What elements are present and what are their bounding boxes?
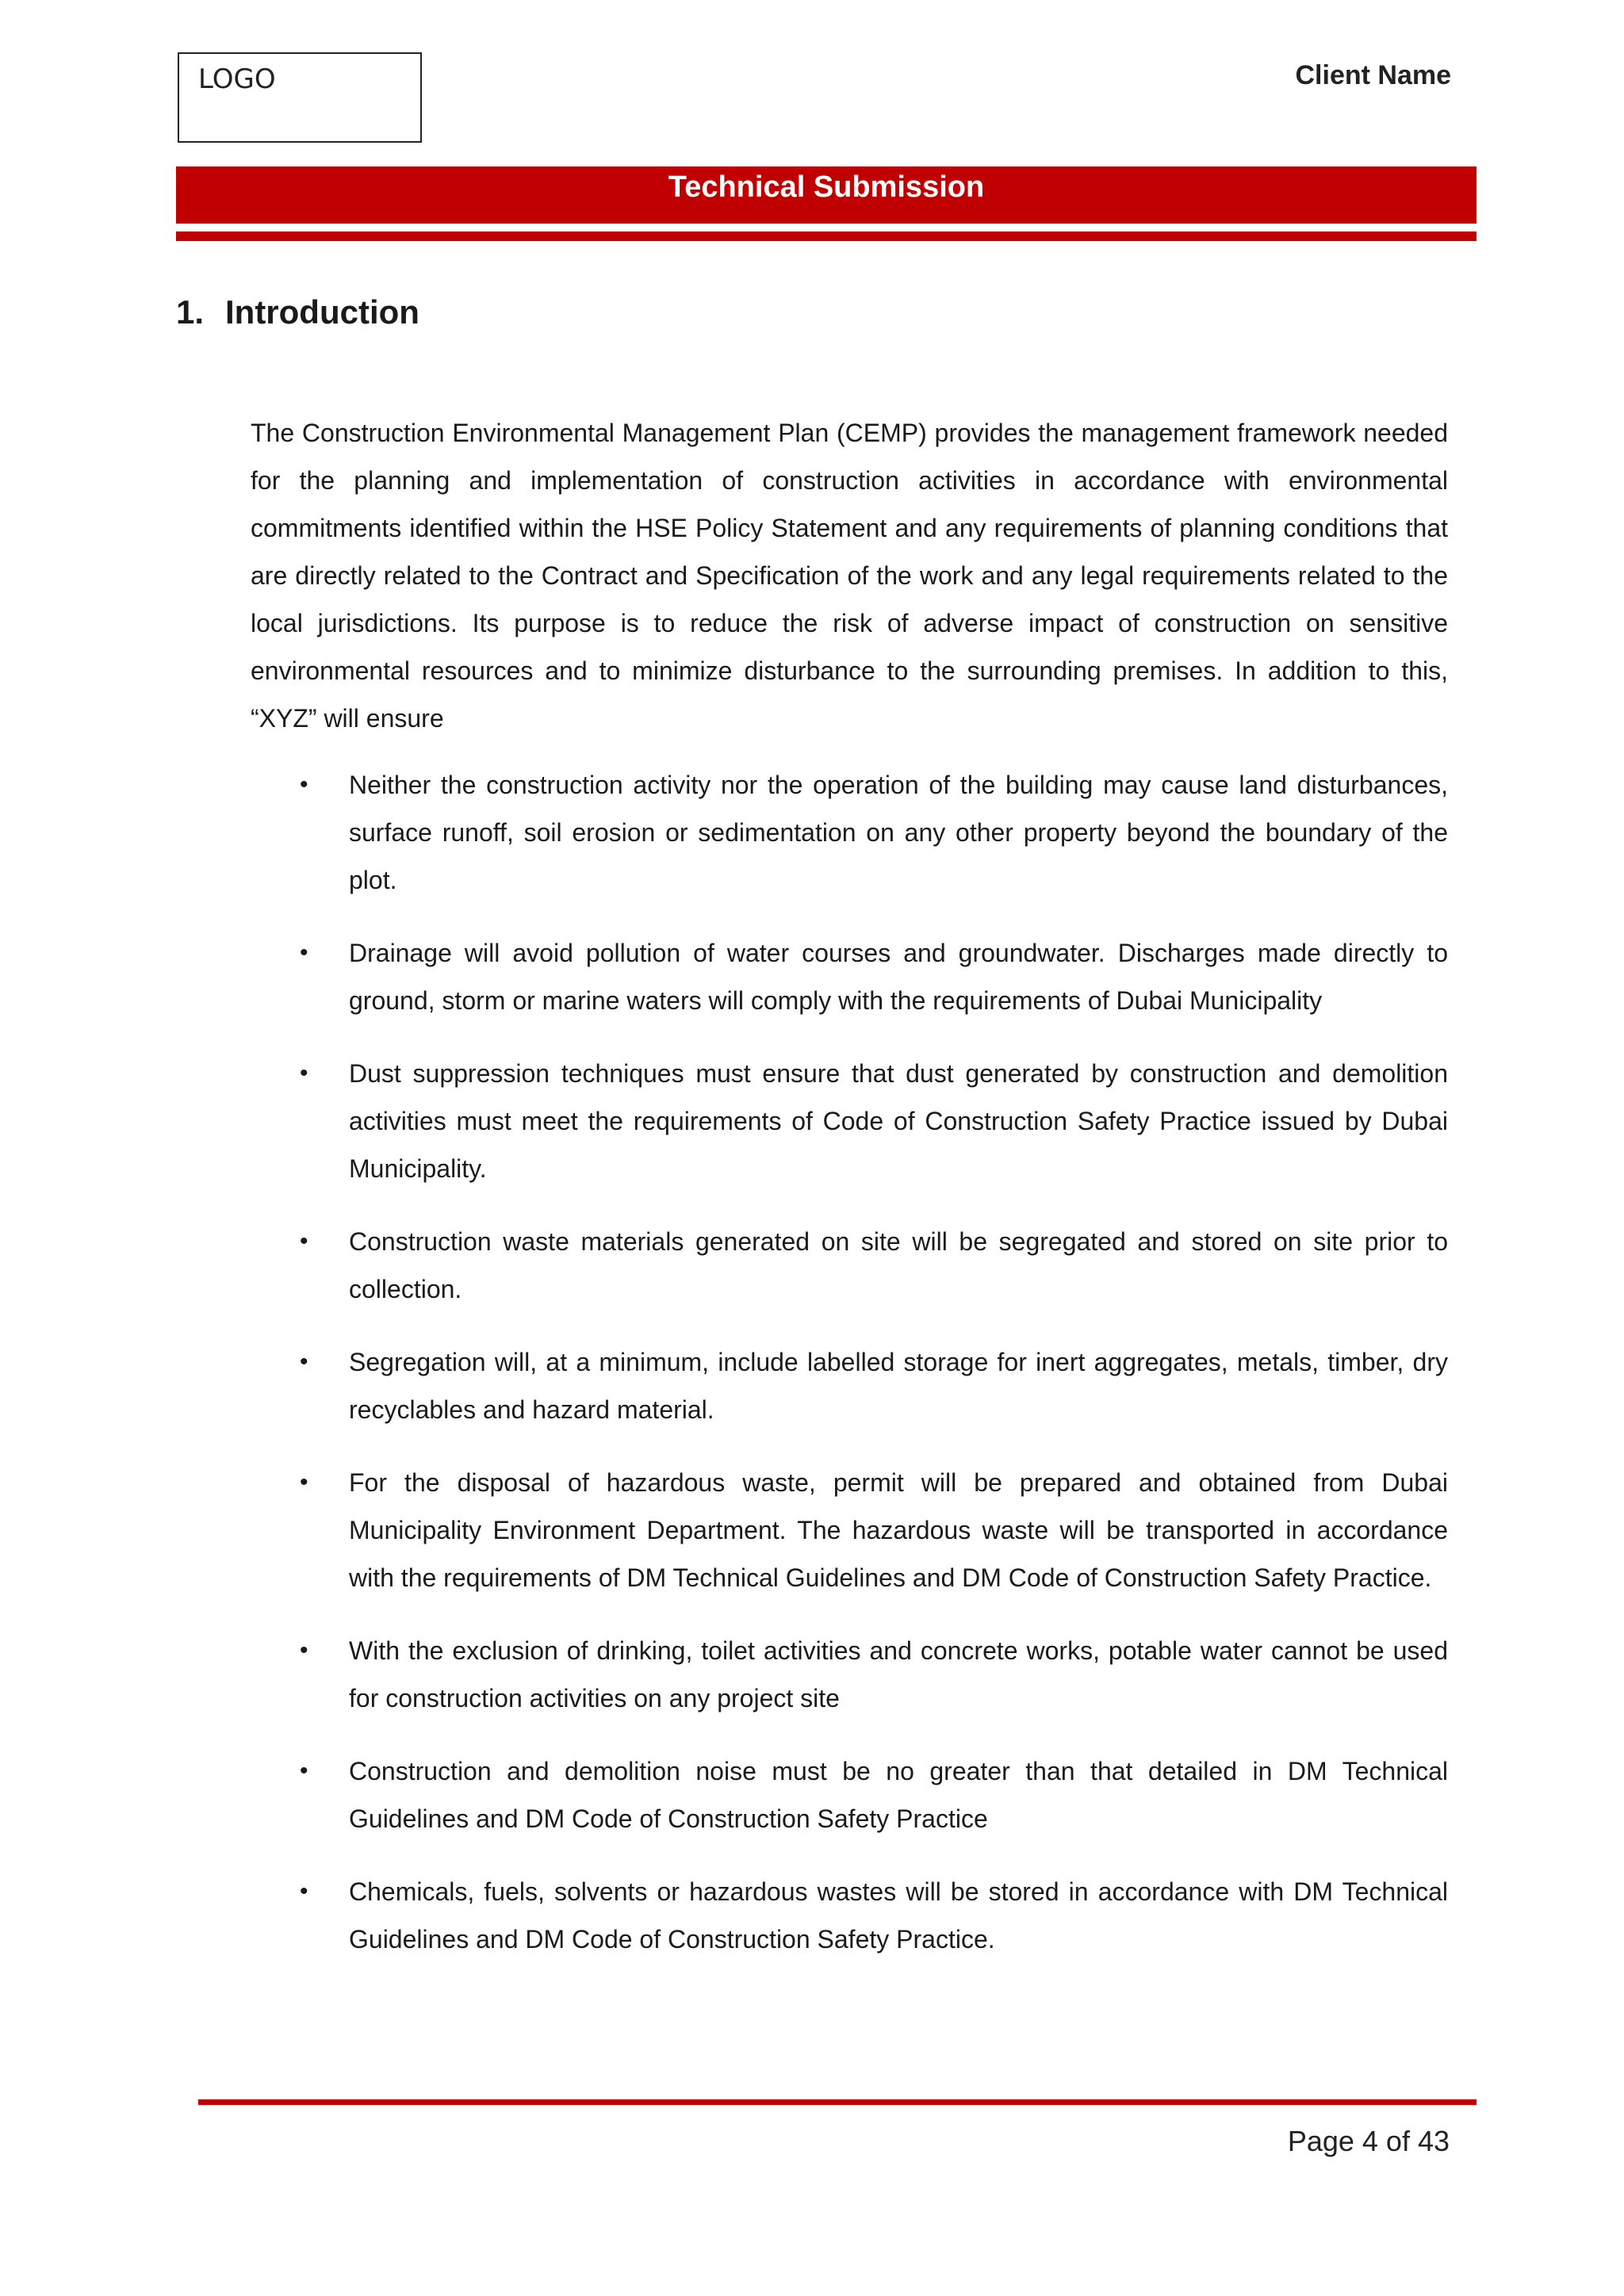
list-item [251, 1218, 1448, 1313]
list-item [251, 1868, 1448, 1963]
intro-paragraph: The Construction Environmental Management Plan (CEMP) provides the management framework needed for the planning and implementation of construction activities in accordance with environmental commitments identified within the HSE Policy Statement and any requirements of planning conditions that are directly related to the Contract and Specification of the work and any legal requirements related to the local jurisdictions. Its purpose is to reduce the risk of adverse impact of construction on sensitive environmental resources and to minimize disturbance to the surrounding premises. In addition to this, “XYZ” will ensure [251, 419, 1448, 733]
body-content [251, 409, 1448, 1988]
list-item [251, 761, 1448, 904]
document-title: Technical Submission [668, 170, 985, 204]
list-item-text: For the disposal of hazardous waste, permit will be prepared and obtained from Dubai Municipality Environment Department. The hazardous waste will be transported in accordance with the requirements of DM Technical Guidelines and DM Code of Construction Safety Practice. [349, 1468, 1448, 1592]
logo-placeholder [178, 52, 422, 143]
list-item [251, 1050, 1448, 1192]
logo-text: LOGO [198, 63, 276, 95]
list-item [251, 1627, 1448, 1722]
header-divider [176, 232, 1477, 241]
list-item-text: With the exclusion of drinking, toilet activities and concrete works, potable water cannot be used for construction activities on any project site [349, 1636, 1448, 1712]
section-title: Introduction [225, 293, 419, 331]
bullet-icon: • [300, 939, 308, 966]
page-number: Page 4 of 43 [1287, 2125, 1450, 2157]
list-item-text: Dust suppression techniques must ensure that dust generated by construction and demolition activities must meet the requirements of Code of Construction Safety Practice issued by Dubai Municipality. [349, 1059, 1448, 1183]
client-name: Client Name [1295, 60, 1451, 90]
list-item-text: Construction waste materials generated on site will be segregated and stored on site prior to collection. [349, 1227, 1448, 1303]
bullet-list [251, 761, 1448, 1963]
list-item [251, 1747, 1448, 1843]
bullet-icon: • [300, 1060, 308, 1086]
bullet-icon: • [300, 1469, 308, 1495]
bullet-icon: • [300, 1878, 308, 1904]
list-item-text: Construction and demolition noise must be no greater than that detailed in DM Technical Guidelines and DM Code of Construction Safety Practice [349, 1757, 1448, 1833]
list-item [251, 1338, 1448, 1433]
header-band [176, 166, 1477, 224]
list-item-text: Segregation will, at a minimum, include labelled storage for inert aggregates, metals, timber, dry recyclables and hazard material. [349, 1348, 1448, 1424]
list-item [251, 1459, 1448, 1601]
footer-divider [198, 2099, 1477, 2105]
section-number: 1. [176, 293, 205, 331]
bullet-icon: • [300, 1637, 308, 1663]
list-item [251, 929, 1448, 1024]
bullet-icon: • [300, 1228, 308, 1254]
list-item-text: Neither the construction activity nor the operation of the building may cause land disturbances, surface runoff, soil erosion or sedimentation on any other property beyond the boundary of the plot. [349, 771, 1448, 894]
bullet-icon: • [300, 1349, 308, 1375]
bullet-icon: • [300, 1758, 308, 1784]
list-item-text: Drainage will avoid pollution of water courses and groundwater. Discharges made directly to ground, storm or marine waters will comply with the requirements of Dubai Municipality [349, 939, 1448, 1015]
bullet-icon: • [300, 771, 308, 798]
list-item-text: Chemicals, fuels, solvents or hazardous wastes will be stored in accordance with DM Technical Guidelines and DM Code of Construction Safety Practice. [349, 1877, 1448, 1954]
section-heading [176, 293, 419, 331]
